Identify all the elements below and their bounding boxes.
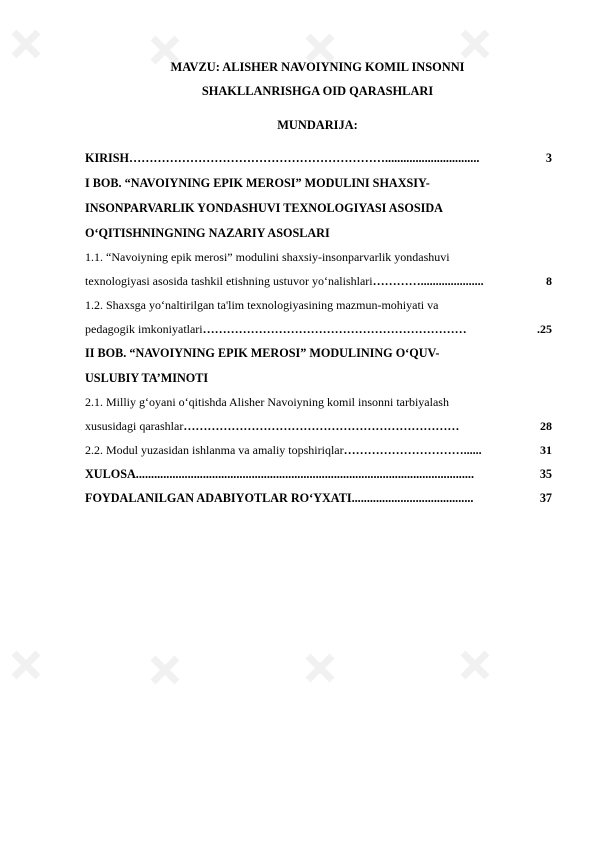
toc-entry-kirish[interactable] <box>85 151 552 166</box>
toc-chapter-2-line-2[interactable]: USLUBIY TA’MINOTI <box>85 371 209 385</box>
toc-entry-page: 28 <box>540 419 552 433</box>
toc-section-1-1-line-1[interactable]: 1.1. “Navoiyning epik merosi” modulini shaxsiy-insonparvarlik yondashuvi <box>85 250 450 264</box>
toc-entry-leader: ............................................................................................................... <box>135 467 474 481</box>
toc-section-2-1-line-1[interactable]: 2.1. Milliy g‘oyani o‘qitishda Alisher Navoiyning komil insonni tarbiyalash <box>85 395 449 409</box>
toc-chapter-1-line-3[interactable]: O‘QITISHNINGNING NAZARIY ASOSLARI <box>85 226 330 240</box>
toc-chapter-1-line-2[interactable]: INSONPARVARLIK YONDASHUVI TEXNOLOGIYASI ASOSIDA <box>85 201 443 215</box>
toc-entry-label: pedagogik imkoniyatlari <box>85 322 203 336</box>
watermark-icon <box>455 24 495 64</box>
watermark-icon <box>145 650 185 690</box>
toc-entry-bibliography[interactable] <box>85 491 552 506</box>
toc-entry-page: 35 <box>539 467 552 481</box>
toc-entry-leader: ………………………………………………………… <box>202 322 467 336</box>
toc-entry-page: .25 <box>537 322 552 336</box>
toc-section-1-2[interactable] <box>85 322 552 337</box>
toc-entry-label: KIRISH <box>85 151 130 165</box>
toc-entry-label: 2.2. Modul yuzasidan ishlanma va amaliy topshiriqlar <box>85 443 344 457</box>
toc-entry-label: XULOSA <box>85 467 136 481</box>
toc-entry-label: texnologiyasi asosida tashkil etishning ustuvor yo‘nalishlari <box>85 274 373 288</box>
toc-section-1-2-line-1[interactable]: 1.2. Shaxsga yo‘naltirilgan ta'lim texnologiyasining mazmun-mohiyati va <box>85 298 439 312</box>
document-title-line-2: SHAKLLANRISHGA OID QARASHLARI <box>201 84 434 98</box>
toc-entry-leader: …………..................... <box>372 274 484 288</box>
toc-entry-label: FOYDALANILGAN ADABIYOTLAR RO‘YXATI <box>85 491 352 505</box>
document-title-line-1: MAVZU: ALISHER NAVOIYNING KOMIL INSONNI <box>170 60 465 74</box>
toc-entry-page: 8 <box>546 274 552 288</box>
toc-entry-leader: ………………………………………………………............................... <box>129 151 480 165</box>
toc-entry-xulosa[interactable] <box>85 467 552 482</box>
toc-section-1-1[interactable] <box>85 274 552 289</box>
watermark-icon <box>300 648 340 688</box>
toc-entry-page: 31 <box>540 443 552 457</box>
toc-entry-label: xususidagi qarashlar <box>85 419 184 433</box>
watermark-icon <box>455 645 495 685</box>
toc-section-2-2[interactable] <box>85 443 552 458</box>
toc-entry-leader: …………………………...... <box>343 443 482 457</box>
toc-entry-leader: …………………………………………………………… <box>183 419 460 433</box>
toc-chapter-2-line-1[interactable]: II BOB. “NAVOIYNING EPIK MEROSI” MODULINING O‘QUV- <box>85 346 440 360</box>
watermark-icon <box>6 24 46 64</box>
toc-section-2-1[interactable] <box>85 419 552 434</box>
toc-entry-page: 3 <box>545 151 552 165</box>
watermark-icon <box>6 645 46 685</box>
contents-heading: MUNDARIJA: <box>277 118 358 132</box>
toc-entry-page: 37 <box>539 491 552 505</box>
toc-chapter-1-line-1[interactable]: I BOB. “NAVOIYNING EPIK MEROSI” MODULINI SHAXSIY- <box>85 176 430 190</box>
toc-entry-leader: ........................................ <box>351 491 474 505</box>
